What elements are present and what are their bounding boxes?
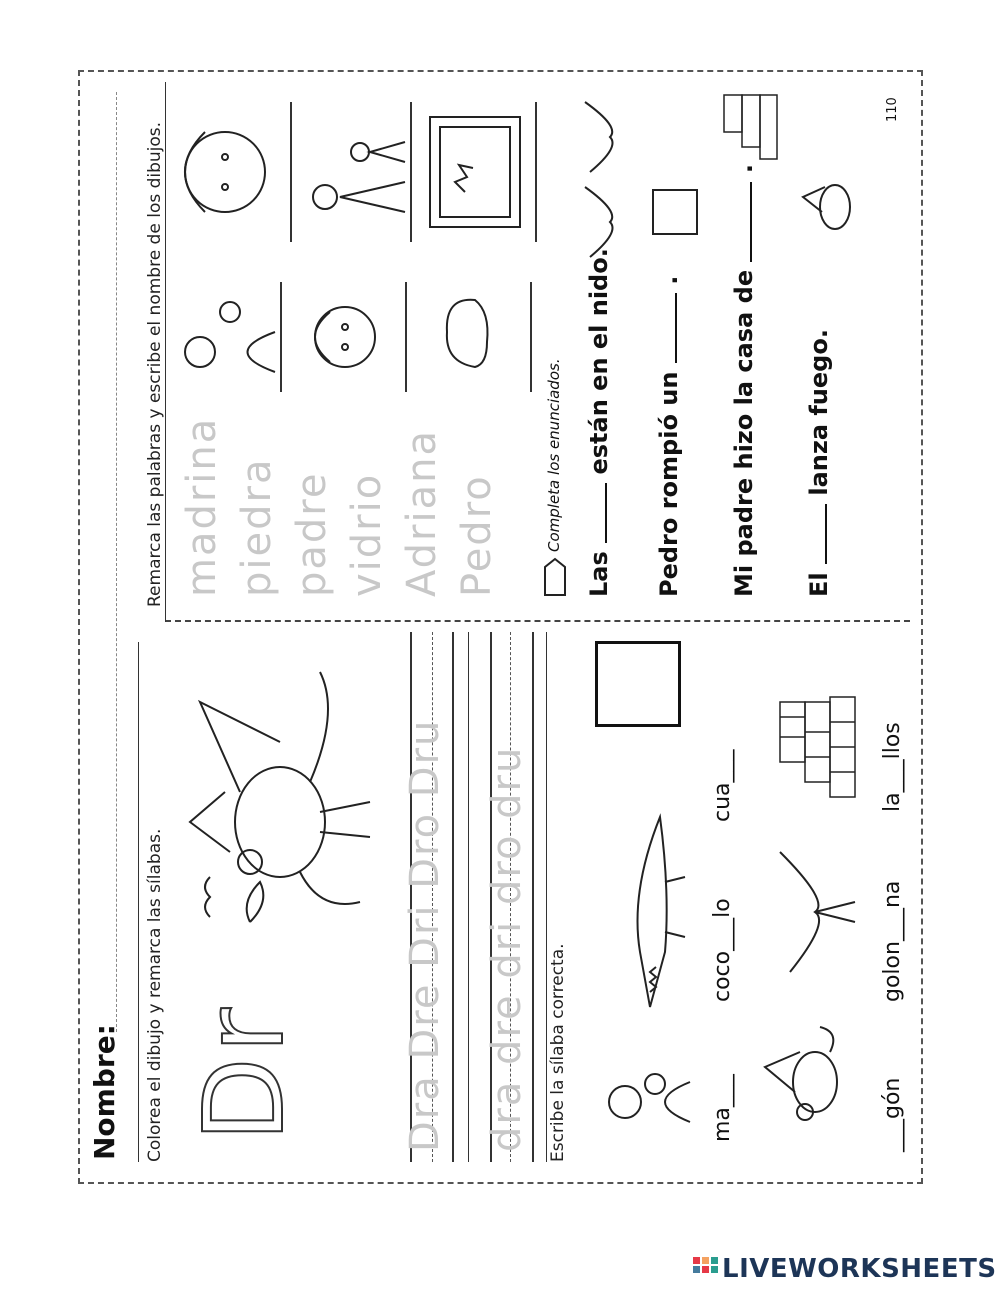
left-instruction-2: Escribe la sílaba correcta.: [548, 943, 568, 1162]
madrina-illustration: [600, 1062, 690, 1142]
answer-line-4[interactable]: [410, 102, 412, 242]
brick-wall-illustration: [770, 692, 860, 802]
sentence-4-pre: El: [805, 572, 833, 597]
logo-tile-3: [711, 1257, 718, 1264]
logo-tile-1: [693, 1257, 700, 1264]
complete-label: Completa los enunciados.: [545, 358, 563, 552]
people-illustration: [175, 282, 275, 392]
answer-line-5[interactable]: [530, 282, 532, 392]
logo-tile-4: [693, 1266, 700, 1273]
page-number: 110: [885, 97, 900, 122]
answer-line-2[interactable]: [290, 102, 292, 242]
sentence-2-pre: Pedro rompió un: [655, 371, 683, 597]
left-instruction-line: [138, 642, 139, 1162]
stone-illustration: [435, 292, 495, 372]
dragon-illustration: [170, 642, 400, 932]
word-pedro[interactable]: Pedro: [454, 474, 500, 597]
small-dragon-illustration: [760, 1022, 855, 1142]
right-instruction: Remarca las palabras y escribe el nombre de los dibujos.: [145, 121, 165, 607]
left-instruction: Colorea el dibujo y remarca las sílabas.: [145, 828, 165, 1162]
parent-child-illustration: [305, 117, 405, 237]
girl-illustration: [175, 102, 285, 242]
boy-illustration: [295, 287, 395, 387]
logo-tile-2: [702, 1257, 709, 1264]
worksheet: [78, 70, 923, 1184]
sentence-2-post: .: [655, 275, 683, 285]
crocodile-illustration: [620, 812, 690, 1012]
trace-line-1-bottom: [468, 632, 469, 1162]
sentence-2: [655, 276, 683, 597]
sentence-2-blank[interactable]: [655, 293, 677, 363]
sentence-4-blank[interactable]: [805, 504, 827, 564]
trace-upper[interactable]: Dra Dre Dri Dro Dru: [402, 718, 448, 1152]
syllable-ma[interactable]: ma___: [710, 1074, 735, 1142]
syllable-cuadro[interactable]: cua___: [710, 749, 735, 822]
syllable-dragon[interactable]: ___gón: [880, 1077, 905, 1152]
answer-line-1[interactable]: [280, 282, 282, 392]
brand-wordmark[interactable]: LIVEWORKSHEETS: [722, 1254, 997, 1284]
syllable-ladrillos[interactable]: la___llos: [880, 722, 905, 812]
right-top-line: [165, 82, 166, 622]
syllable-golondrina[interactable]: golon___na: [880, 880, 905, 1002]
swallows-illustration: [580, 92, 640, 262]
window-illustration: [425, 112, 525, 232]
sentence-1-post: están en el nido.: [585, 248, 613, 475]
sentence-3-post: .: [730, 164, 758, 174]
swallow-illustration: [770, 842, 860, 982]
word-vidrio[interactable]: vidrio: [344, 472, 390, 597]
word-adriana[interactable]: Adriana: [399, 429, 445, 597]
sentence-1-blank[interactable]: [585, 483, 607, 543]
sentence-1: [585, 248, 613, 597]
big-letters-dr: Dr: [180, 1004, 308, 1142]
vertical-divider: [165, 620, 910, 622]
syllable-cocodrilo[interactable]: coco___lo: [710, 898, 735, 1002]
word-piedra[interactable]: piedra: [234, 457, 280, 597]
small-bricks-illustration: [720, 92, 780, 162]
worksheet-rotated-content: [80, 72, 921, 1182]
brand-logo: [693, 1257, 721, 1281]
sentence-4: [805, 329, 833, 597]
sentence-4-post: lanza fuego.: [805, 329, 833, 496]
logo-tile-6: [711, 1266, 718, 1273]
answer-box[interactable]: [595, 641, 681, 727]
name-line[interactable]: [116, 92, 117, 1032]
answer-line-6[interactable]: [535, 102, 537, 242]
sentence-3-pre: Mi padre hizo la casa de: [730, 269, 758, 597]
sentence-1-pre: Las: [585, 551, 613, 597]
sentence-3: [730, 164, 758, 597]
answer-line-3[interactable]: [405, 282, 407, 392]
trace-lower[interactable]: dra dre dri dro dru: [484, 745, 530, 1152]
word-madrina[interactable]: madrina: [179, 416, 225, 597]
sentence-3-blank[interactable]: [730, 182, 752, 262]
logo-tile-5: [702, 1266, 709, 1273]
tiny-dragon-illustration: [800, 167, 860, 247]
name-label: Nombre:: [88, 1024, 121, 1160]
trace-line-2-bottom: [546, 632, 547, 1162]
pencil-icon: [540, 557, 570, 597]
word-padre[interactable]: padre: [289, 471, 335, 597]
small-window-illustration: [650, 187, 700, 237]
